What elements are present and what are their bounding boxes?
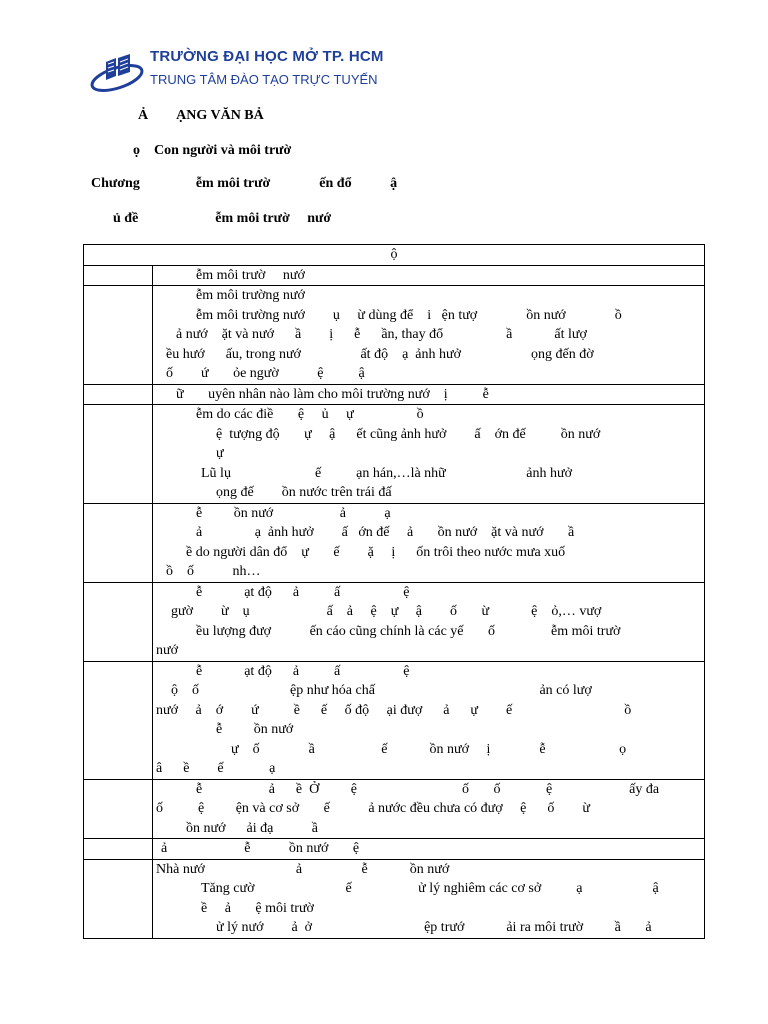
content-cell bbox=[153, 859, 705, 938]
label-cell bbox=[84, 503, 153, 582]
content-cell bbox=[153, 779, 705, 839]
topic-heading: ủ đề ễm môi trườ nướ bbox=[113, 211, 332, 226]
text-line: ự bbox=[216, 446, 224, 461]
text-line: Tăng cườ ế ử lý nghiêm các cơ sở ạ ậ bbox=[201, 881, 659, 896]
table-row bbox=[84, 661, 705, 779]
text-line: ữ uyên nhân nào làm cho môi trường nướ ị ễ bbox=[176, 386, 489, 402]
label-cell bbox=[84, 384, 153, 405]
text-line: ễm môi trường nướ ụ ừ dùng để i ện tượ ồn nướ ồ bbox=[196, 307, 622, 323]
document-title: Ả ẠNG VĂN BẢ bbox=[138, 108, 264, 123]
table-row bbox=[84, 859, 705, 938]
content-cell bbox=[153, 503, 705, 582]
text-line: ề do người dân đổ ự ế ặ ị ốn trôi theo nước mưa xuố bbox=[186, 544, 566, 560]
text-line: ố ệ ện và cơ sở ế ả nước đều chưa có đượ ệ ố ừ bbox=[156, 801, 590, 816]
content-cell bbox=[153, 265, 705, 286]
text-line: ễm môi trường nướ bbox=[196, 288, 305, 303]
content-cell bbox=[153, 405, 705, 504]
text-line: â ề ế ạ bbox=[156, 761, 276, 776]
table-row bbox=[84, 286, 705, 385]
label-cell bbox=[84, 779, 153, 839]
text-line: ễ ồn nướ ả ạ bbox=[196, 505, 391, 521]
text-line: ễm do các điề ệ ủ ự ồ bbox=[196, 407, 424, 422]
content-cell bbox=[153, 286, 705, 385]
table-row bbox=[84, 384, 705, 405]
text-line: gườ ừ ụ ấ ả ệ ự ậ ố ừ ệ ỏ,… vượ bbox=[171, 604, 602, 619]
text-line: ệ tượng độ ự ậ ết cũng ảnh hưở ấ ớn đế ồn nướ bbox=[216, 426, 601, 442]
text-line: ự ố ầ ế ồn nướ ị ễ ọ bbox=[231, 741, 627, 757]
text-line: ễ ồn nướ bbox=[216, 722, 294, 737]
table-row bbox=[84, 265, 705, 286]
text-line: ễ ạt độ ả ấ ệ bbox=[196, 584, 410, 600]
label-cell bbox=[84, 661, 153, 779]
text-line: ều hướ ấu, trong nướ ất độ ạ ảnh hưở ọng đến đờ bbox=[166, 346, 594, 362]
label-cell bbox=[84, 405, 153, 504]
table-row bbox=[84, 503, 705, 582]
content-cell bbox=[153, 839, 705, 860]
content-table bbox=[83, 244, 705, 939]
text-line: ộ ố ệp như hóa chấ ản có lượ bbox=[171, 683, 592, 698]
text-line: ề ả ệ môi trườ bbox=[201, 900, 314, 916]
text-line: ử lý nướ ả ở ệp trướ ải ra môi trườ ầ ả bbox=[216, 920, 652, 935]
table-row bbox=[84, 839, 705, 860]
chapter-heading: Chương ễm môi trườ ến đổ ậ bbox=[91, 176, 398, 191]
university-logo bbox=[90, 46, 384, 96]
text-line: Lũ lụ ế ạn hán,…là nhữ ảnh hưở bbox=[201, 465, 572, 481]
subject-heading: ọ Con người và môi trườ bbox=[133, 143, 292, 158]
open-book-globe-icon bbox=[90, 50, 148, 94]
text-line: ố ứ ỏe ngườ ệ ậ bbox=[166, 366, 365, 381]
text-line: ều lượng đượ ến cáo cũng chính là các yế ố ễm môi trườ bbox=[196, 623, 621, 639]
text-line: ả ạ ảnh hưở ấ ớn đế ả ồn nướ ặt và nướ ầ bbox=[196, 525, 575, 540]
text-line: ồn nướ ải đạ ầ bbox=[186, 820, 319, 836]
text-line: ễ ả ề Ở ệ ố ố ệ ấy đa bbox=[196, 781, 660, 797]
text-line: ọng đế ồn nước trên trái đấ bbox=[216, 485, 392, 500]
content-cell bbox=[153, 582, 705, 661]
text-line: nướ ả ớ ứ ề ế ố độ ại đượ ả ự ế ồ bbox=[156, 702, 632, 718]
table-row bbox=[84, 582, 705, 661]
label-cell bbox=[84, 582, 153, 661]
content-cell bbox=[153, 661, 705, 779]
text-line: nướ bbox=[156, 643, 178, 658]
text-line: ễ ạt độ ả ấ ệ bbox=[196, 663, 410, 679]
text-line: ả ễ ồn nướ ệ bbox=[161, 841, 360, 856]
logo-center-name: TRUNG TÂM ĐÀO TẠO TRỰC TUYẾN bbox=[150, 72, 378, 87]
content-cell bbox=[153, 384, 705, 405]
label-cell bbox=[84, 839, 153, 860]
label-cell bbox=[84, 265, 153, 286]
label-cell bbox=[84, 286, 153, 385]
logo-university-name: TRƯỜNG ĐẠI HỌC MỞ TP. HCM bbox=[150, 48, 384, 65]
table-row bbox=[84, 779, 705, 839]
table-title: ộ bbox=[84, 245, 705, 266]
text-line: ả nướ ặt và nướ ầ ị ễ ần, thay đổ ầ ất lượ bbox=[176, 327, 587, 342]
text-line: ồ ố nh… bbox=[166, 564, 261, 579]
label-cell bbox=[84, 859, 153, 938]
text-line: ễm môi trườ nướ bbox=[196, 267, 305, 283]
table-header-row bbox=[84, 245, 705, 266]
text-line: Nhà nướ ả ễ ồn nướ bbox=[156, 861, 450, 877]
table-row bbox=[84, 405, 705, 504]
